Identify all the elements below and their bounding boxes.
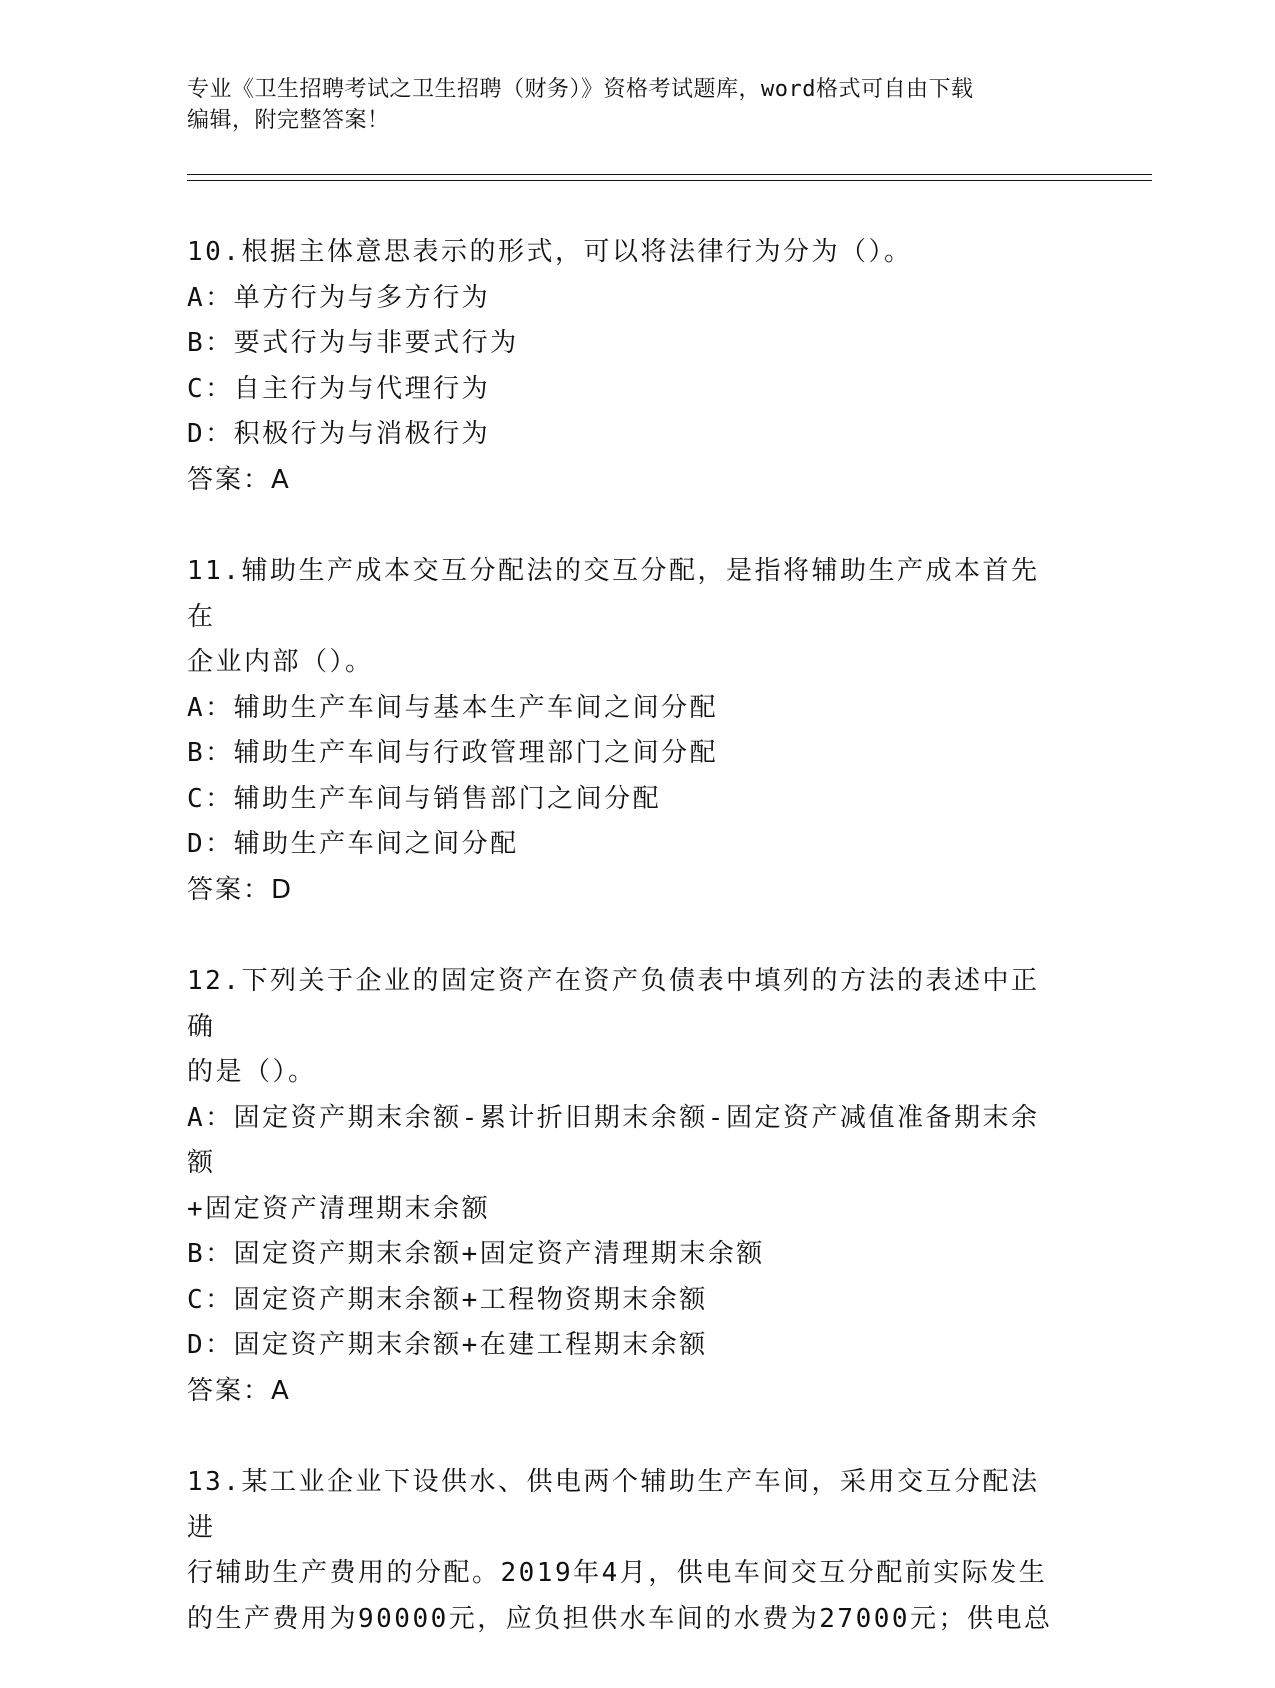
answer-option: A：辅助生产车间与基本生产车间之间分配 [187, 692, 719, 723]
answer-option: +固定资产清理期末余额 [187, 1193, 491, 1224]
question-stem-line: 企业内部（）。 [187, 647, 374, 677]
answer-option: B：要式行为与非要式行为 [187, 328, 519, 358]
question-13 [187, 1460, 1067, 1642]
answer-option: C：自主行为与代理行为 [187, 373, 491, 404]
question-stem-line: 12.下列关于企业的固定资产在资产负债表中填列的方法的表述中正确 [187, 966, 1040, 1042]
question-list [187, 230, 1067, 1688]
answer-option: D：积极行为与消极行为 [187, 419, 491, 449]
answer-value: A [271, 464, 290, 495]
answer-option: A：固定资产期末余额-累计折旧期末余额-固定资产减值准备期末余额 [187, 1102, 1040, 1178]
header-line-1: 专业《卫生招聘考试之卫生招聘（财务）》资格考试题库，word格式可自由下载 [187, 77, 974, 102]
answer-option: C：固定资产期末余额+工程物资期末余额 [187, 1284, 708, 1315]
answer-label: 答案： [187, 464, 272, 495]
answer-label: 答案： [187, 874, 272, 905]
answer-option: B：固定资产期末余额+固定资产清理期末余额 [187, 1239, 765, 1269]
question-stem-line: 的是（）。 [187, 1057, 317, 1087]
answer-option: B：辅助生产车间与行政管理部门之间分配 [187, 738, 719, 768]
question-stem-line: 13.某工业企业下设供水、供电两个辅助生产车间，采用交互分配法进 [187, 1467, 1040, 1543]
answer-value: A [271, 1375, 290, 1406]
question-10 [187, 230, 1067, 503]
header-divider-top [187, 174, 1152, 175]
question-stem-line: 行辅助生产费用的分配。2019年4月，供电车间交互分配前实际发生 [187, 1558, 1048, 1588]
question-stem-line: 10.根据主体意思表示的形式，可以将法律行为分为（）。 [187, 237, 913, 267]
question-12 [187, 959, 1067, 1414]
answer-key [187, 458, 1067, 504]
answer-key [187, 1369, 1067, 1415]
answer-value: D [271, 874, 293, 905]
question-stem-line: 11.辅助生产成本交互分配法的交互分配，是指将辅助生产成本首先在 [187, 556, 1040, 632]
answer-option: D：固定资产期末余额+在建工程期末余额 [187, 1330, 708, 1360]
answer-option: C：辅助生产车间与销售部门之间分配 [187, 783, 662, 814]
answer-label: 答案： [187, 1375, 272, 1406]
header-line-2: 编辑，附完整答案！ [187, 108, 390, 133]
answer-option: A：单方行为与多方行为 [187, 282, 491, 313]
document-header [187, 74, 1067, 136]
header-divider-bottom [187, 180, 1152, 181]
question-stem-line: 的生产费用为90000元，应负担供水车间的水费为27000元；供电总 [187, 1603, 1053, 1634]
answer-key [187, 868, 1067, 914]
question-11 [187, 549, 1067, 913]
answer-option: D：辅助生产车间之间分配 [187, 829, 519, 859]
